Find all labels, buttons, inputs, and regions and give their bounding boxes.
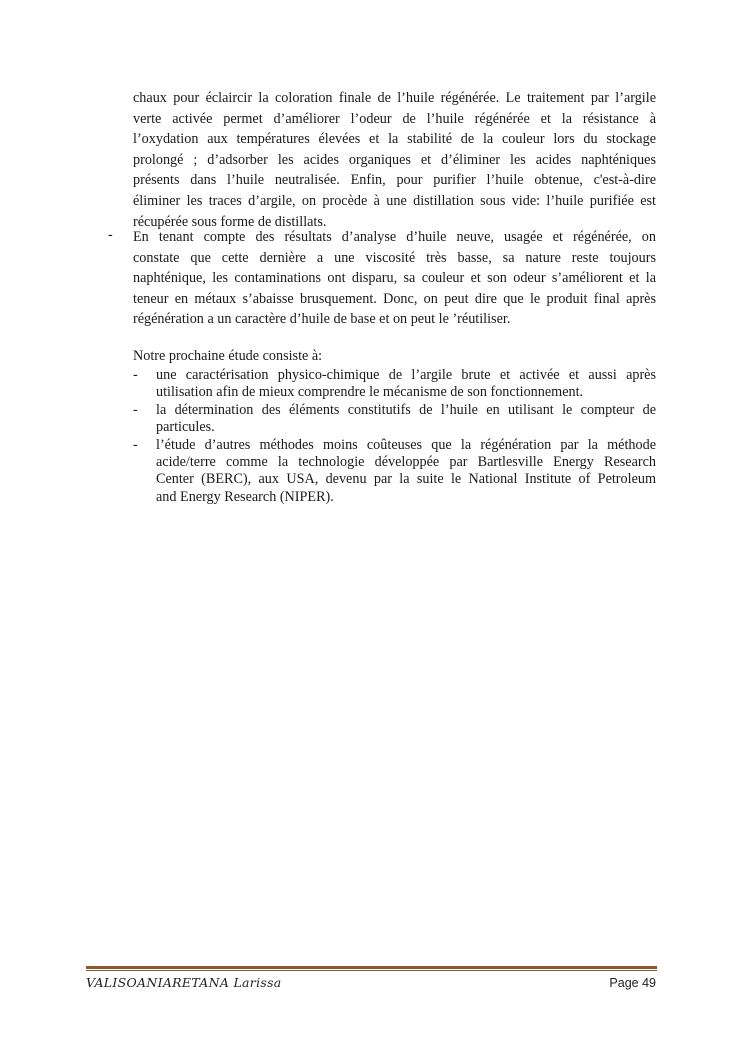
text-line: naphténique, les contaminations ont disparu, sa couleur et son odeur s’améliorent et la (133, 270, 656, 287)
text-line: une caractérisation physico-chimique de l’argile brute et activée et aussi après (156, 367, 656, 383)
next-study-intro: Notre prochaine étude consiste à: (133, 348, 323, 364)
text-line: l’étude d’autres méthodes moins coûteuses que la régénération par la méthode (156, 437, 656, 453)
text-line: Center (BERC), aux USA, devenu par la suite le National Institute of Petroleum (156, 471, 656, 488)
text-line: l’oxydation aux températures élevées et la stabilité de la couleur lors du stockage (133, 131, 656, 148)
text-line: chaux pour éclaircir la coloration finale de l’huile régénérée. Le traitement par l’argile (133, 90, 656, 106)
text-line: éliminer les traces d’argile, on procède à une distillation sous vide: l’huile purifiée est (133, 192, 656, 209)
footer-author: VALISOANIARETANA Larissa (86, 975, 282, 990)
footer-rule-thick (86, 966, 657, 969)
text-line: constate que cette dernière a une viscosité très basse, sa nature reste toujours (133, 249, 656, 266)
text-line: and Energy Research (NIPER). (156, 488, 334, 505)
paragraph-clay-treatment (133, 88, 656, 232)
page-number: Page 49 (609, 976, 656, 990)
text-line: verte activée permet d’améliorer l’odeur de l’huile régénérée et la résistance à (133, 110, 656, 127)
text-line: En tenant compte des résultats d’analyse d’huile neuve, usagée et régénérée, on (133, 229, 656, 245)
text-line: utilisation afin de mieux comprendre le mécanisme de son fonctionnement. (156, 384, 584, 401)
list-dash: - (133, 437, 138, 453)
text-line: la détermination des éléments constitutifs de l’huile en utilisant le compteur de (156, 402, 656, 418)
bullet-dash: - (108, 227, 113, 243)
text-line: acide/terre comme la technologie développée par Bartlesville Energy Research (156, 454, 656, 471)
text-line: prolongé ; d’adsorber les acides organiques et d’éliminer les acides naphténiques (133, 151, 656, 168)
paragraph-analysis-conclusion (133, 227, 656, 330)
text-line: teneur en métaux s’abaisse brusquement. Donc, on peut dire que le produit final après (133, 290, 656, 307)
footer-rule-thin (86, 970, 657, 971)
list-dash: - (133, 367, 138, 383)
text-line: récupérée sous forme de distillats. (133, 213, 327, 230)
list-dash: - (133, 402, 138, 418)
text-line: régénération a un caractère d’huile de base et on peut le ’réutiliser. (133, 311, 511, 328)
text-line: particules. (156, 419, 215, 436)
text-line: présents dans l’huile neutralisée. Enfin, pour purifier l’huile obtenue, c'est-à-dire (133, 172, 656, 189)
